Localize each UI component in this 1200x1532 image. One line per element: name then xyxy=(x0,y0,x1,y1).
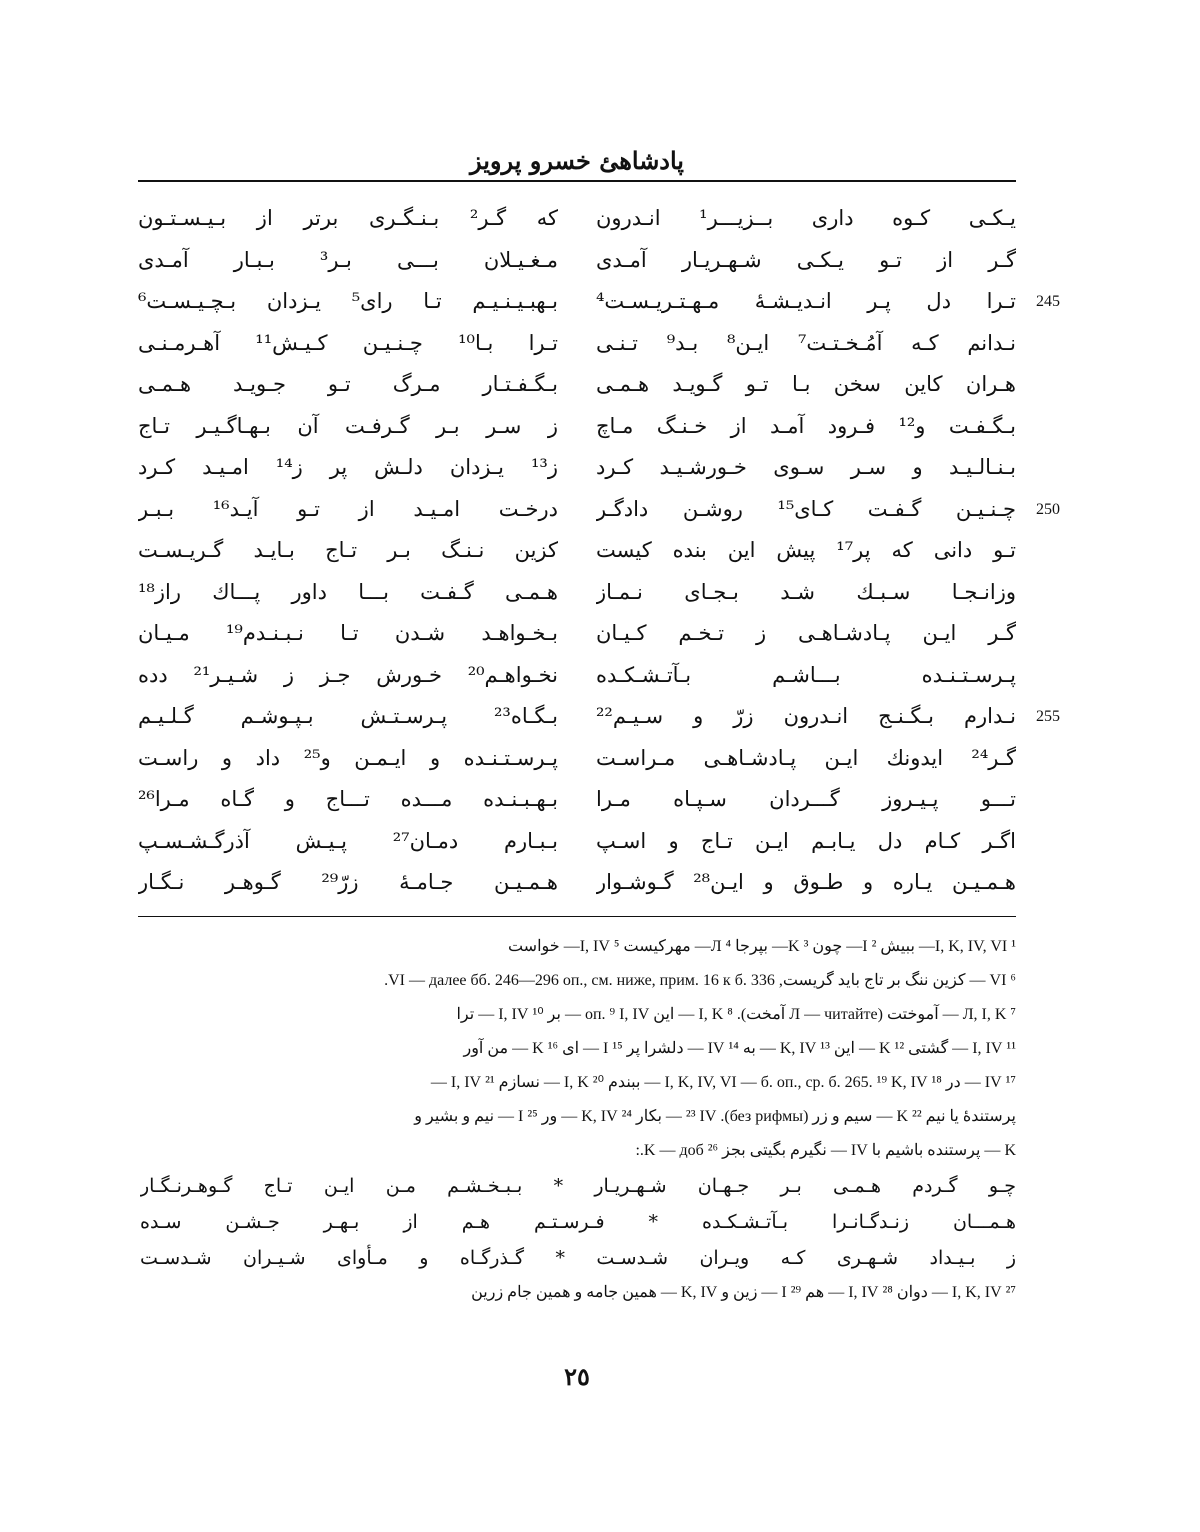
second-hemistich: بـگـاه²³ پـرسـتـش بـپـوشـم گـلـيـم xyxy=(138,704,558,728)
couplet xyxy=(138,738,1016,780)
second-hemistich: هـمـى گـفـت بـــا داور پـــاك راز¹⁸ xyxy=(138,579,558,604)
second-hemistich: ز¹³ يـزدان دلـش پر ز¹⁴ امـيـد كـرد xyxy=(138,455,558,479)
first-hemistich: گـر از تـو يـكـى شـهـريـار آمـدى xyxy=(596,247,1016,272)
couplet xyxy=(138,281,1060,323)
couplet xyxy=(138,613,1016,655)
first-hemistich: گـر ايـن پـادشـاهـى ز تـخـم كـيـان xyxy=(596,621,1016,645)
second-hemistich: بـگـفـتـار مـرگ تـو جـويـد هـمـى xyxy=(138,372,558,396)
couplet xyxy=(138,779,1016,821)
first-hemistich: هـمـيـن يـاره و طـوق و ايـن²⁸ گـوشـوار xyxy=(596,870,1016,894)
couplet xyxy=(138,198,1016,240)
second-hemistich: كزين نـنـگ بـر تـاج بـايـد گـريـسـت xyxy=(138,538,558,562)
footnote-line: ⁶ VI — كزين ننگ بر تاج بايد گريست, VI — далее бб. 246—296 оп., см. ниже, прим. 16 к б. 336. xyxy=(384,972,1016,989)
poem-body xyxy=(138,198,1060,904)
verse-number: 255 xyxy=(1036,708,1060,725)
first-hemistich: اگـر كـام دل يـابـم ايـن تـاج و اسـپ xyxy=(596,828,1016,853)
verse-number: 245 xyxy=(1036,293,1060,310)
footnote-line: ¹¹ I, IV — گشتى ¹² K — اين ¹³ K, IV — به ¹⁴ IV — دلشرا پر ¹⁵ I — اى ¹⁶ K — من آور xyxy=(463,1040,1016,1057)
couplet xyxy=(138,862,1016,904)
second-hemistich: نخـواهـم²⁰ خـورش جـز ز شـيـر²¹ دده xyxy=(138,662,558,687)
second-hemistich: پـرسـتـنـده و ايـمـن و²⁵ داد و راسـت xyxy=(138,745,558,770)
second-hemistich: درخـت امـيـد از تـو آيـد¹⁶ بـبـر xyxy=(138,496,558,521)
second-hemistich: كه گـر² بـنـگـرى برتر از بـيـسـتـون xyxy=(138,206,558,230)
first-hemistich: پـرسـتـنـده بـــاشـم بـآتـشـكـده xyxy=(596,662,1016,687)
first-hemistich: بـگـفـت و¹² فـرود آمـد از خـنـگ مـاچ xyxy=(596,413,1016,438)
footnote-line: ¹ I, K, IV, VI— ببيش ² I— چون ³ K— بپرجا ⁴ Л— مهركيست ⁵ I, IV— خواست xyxy=(507,938,1016,955)
second-hemistich: تـرا بـا¹⁰ چـنـيـن كـيـش¹¹ آهـرمـنـى xyxy=(138,330,558,355)
first-hemistich: تـرا دل پـر انـديـشـهٔ مـهـتـريـسـت⁴ xyxy=(596,289,1016,313)
first-hemistich: وزانـجـا سـبـك شـد بـجـاى نـمـاز xyxy=(596,579,1016,604)
couplet xyxy=(138,655,1016,697)
couplet xyxy=(138,240,1016,282)
verse-number: 250 xyxy=(1036,500,1060,518)
page-header-title: پادشاهئ خسرو پرويز xyxy=(470,146,684,175)
footnote-line: پرستندهٔ يا نيم ²² K — سيم و زر (без рифмы). ²³ IV — بكار ²⁴ K, IV — ور ²⁵ I — نيم و بشير و xyxy=(414,1108,1016,1125)
couplet xyxy=(138,406,1016,448)
second-hemistich: ز سـر بـر گـرفـت آن بـهـاگـيـر تـاج xyxy=(138,413,558,438)
second-hemistich: بـهـبـنـده مـــده تـــاج و گـاه مـرا²⁶ xyxy=(138,787,558,811)
first-hemistich: يـكـى كـوه دارى بــزيـــر¹ انـدرون xyxy=(596,206,1016,230)
footnote-line: K — پرستنده باشيم با IV — نگيرم بگيتى بجز ²⁶ K — доб.: xyxy=(635,1142,1016,1159)
couplet xyxy=(138,572,1016,614)
footnote-line: ¹⁷ IV — در ¹⁸ I, K, IV, VI — б. оп., ср. б. 265. ¹⁹ K, IV — ببندم ²⁰ I, K — نسازم ²¹ I, IV — xyxy=(430,1074,1016,1091)
footnote-line: ²⁷ I, K, IV — دوان ²⁸ I, IV — هم ²⁹ I — زين و K, IV — همين جامه و همين جام زرين xyxy=(471,1284,1016,1301)
couplet xyxy=(138,821,1016,863)
page-number: ٢٥ xyxy=(564,1362,590,1391)
second-hemistich: بـهبـيـنـيـم تـا راى⁵ يـزدان بـچـيـسـت⁶ xyxy=(138,289,558,313)
couplet xyxy=(138,696,1060,738)
first-hemistich: چـنـيـن گـفـت كـاى¹⁵ روشـن دادگـر xyxy=(596,496,1016,521)
first-hemistich: تـو دانى كه پر¹⁷ پيش اين بنده كيست xyxy=(596,538,1016,562)
footnote-verse: چـو گـردم هـمـى بـر جـهـان شـهـريـار * بـبـخـشـم مـن ايـن تـاج گـوهـرنـگـار xyxy=(140,1175,1016,1197)
footnote-verse: ز بـيـداد شـهـرى كـه ويـران شـدسـت * گـذرگـاه و مـأواى شـيـران شـدسـت xyxy=(140,1247,1016,1269)
first-hemistich: گـر²⁴ ايدونك ايـن پـادشـاهـى مـراسـت xyxy=(596,745,1016,770)
second-hemistich: هـمـيـن جـامـهٔ زرّ²⁹ گـوهـر نـگـار xyxy=(138,870,558,894)
second-hemistich: بـبـارم دمـان²⁷ پـيـش آذرگـشـسـپ xyxy=(138,828,558,853)
footnotes xyxy=(140,930,1016,1310)
footnote-line: ⁷ Л, I, K — آموختت (Л — читайте آمخت). ⁸ I, K — اين оп. ⁹ I, IV — بر ¹⁰ I, IV — ترا xyxy=(456,1006,1016,1023)
couplet xyxy=(138,447,1016,489)
first-hemistich: هـران كاين سخن بـا تـو گـويـد هـمـى xyxy=(596,372,1016,396)
couplet xyxy=(138,323,1016,365)
first-hemistich: تـــو پـيـروز گـــردان سـپـاه مـرا xyxy=(596,787,1016,811)
couplet xyxy=(138,489,1060,531)
footnotes-divider xyxy=(138,916,1016,917)
second-hemistich: مـغـيـلان بـــى بـر³ بـبـار آمـدى xyxy=(138,247,558,272)
first-hemistich: نـدانم كـه آمُـخـتـت⁷ ايـن⁸ بـد⁹ تـنـى xyxy=(596,330,1016,355)
second-hemistich: بـخـواهـد شـدن تـا نـبـنـدم¹⁹ مـيـان xyxy=(138,621,558,645)
first-hemistich: نـدارم بـگـنـج انـدرون زرّ و سـيـم²² xyxy=(596,704,1016,728)
couplet xyxy=(138,364,1016,406)
couplet xyxy=(138,530,1016,572)
header-divider xyxy=(138,180,1016,182)
first-hemistich: بـنـالـيـد و سـر سـوى خـورشـيـد كـرد xyxy=(596,455,1016,479)
footnote-verse: هـمـــان زنـدگـانـرا بـآتـشـكـده * فـرسـتـم هـم از بـهـر جـشـن سـده xyxy=(140,1211,1016,1233)
